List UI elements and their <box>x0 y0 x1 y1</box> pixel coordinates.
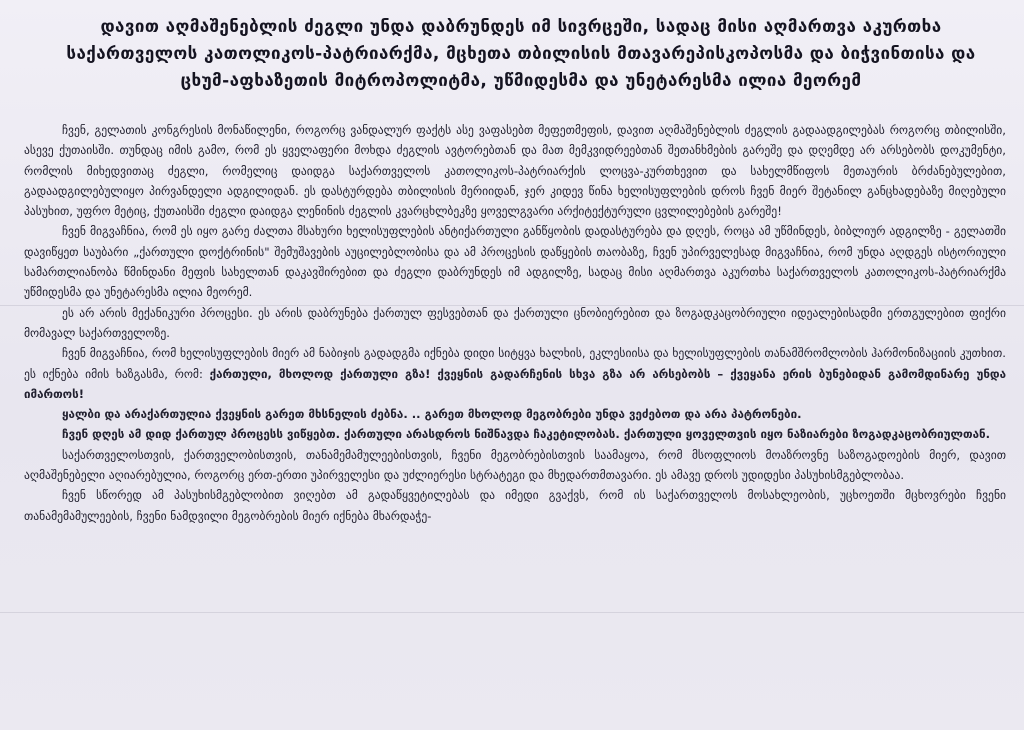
document-title: დავით აღმაშენებლის ძეგლი უნდა დაბრუნდეს იმ სივრცეში, სადაც მისი აღმართვა აკურთხა საქართველოს კათოლიკოს-პატრიარქმა, მცხეთა თბილისის მთავარეპისკოპოსმა და ბიჭვინთისა და ცხუმ-აფხაზეთის მიტროპოლიტმა, უწმიდესმა და უნეტარესმა ილია მეორემ <box>66 17 976 91</box>
bold-paragraph-2: ჩვენ დღეს ამ დიდ ქართულ პროცესს ვიწყებთ. ქართული არასდროს ნიშნავდა ჩაკეტილობას. ქართული ყოველთვის იყო ნაზიარები ზოგადკაცობრიულთან. <box>62 427 991 442</box>
paragraph-4-text: ჩვენ მიგვაჩნია, რომ ხელისუფლების მიერ ამ ნაბიჯის გადადგმა იქნება დიდი სიტყვა ხალხის, ეკლესიისა და ხელისუფლების თანამშრომლობის ჰარმონიზაციის კუთხით. ეს იქნება იმის ხაზგასმა, რომ: <box>24 346 1006 381</box>
paragraph-4 <box>24 343 1006 404</box>
document-body <box>24 120 1006 526</box>
paper-crease <box>0 612 1024 613</box>
paragraph-1: ჩვენ, გელათის კონგრესის მონაწილენი, როგორც ვანდალურ ფაქტს ასე ვაფასებთ მეფეთმეფის, დავით აღმაშენებლის ძეგლის გადაადგილებას როგორც თბილისში, ასევე ქუთაისში. თუნდაც იმის გამო, რომ ეს ყველაფერი მოხდა ძეგლის ავტორებთან და მათ მემკვიდრეებთან შეთანხმების გარეშე და დღემდე არ არსებობს დოკუმენტი, რომლის მიხედვითაც ძეგლი, რომელიც დაიდგა საქართველოს კათოლიკოს-პატრიარქის ლოცვა-კურთხევით და სახელმწიფოს მეთაურის ბრძანებულებით, გადაადგილებულიყო პირვანდელი ადგილიდან. ეს დასტურდება თბილისის მერიიდან, ჯერ კიდევ წინა ხელისუფლების დროს ჩვენ მიერ შეტანილ განცხადებაზე მიღებული პასუხით, უფრო მეტიც, ქუთაისში ძეგლი დაიდგა ლენინის ძეგლის კვარცხლბეკზე ყოველგვარი არქიტექტურული ცვლილებების გარეშე! <box>24 123 1006 219</box>
paragraph-closing-1: საქართველოსთვის, ქართველობისთვის, თანამემამულეებისთვის, ჩვენი მეგობრებისთვის საამაყოა, რომ მსოფლიოს მოაზროვნე საზოგადოების მიერ, დავით აღმაშენებელი აღიარებულია, როგორც ერთ-ერთი უპირველესი და უძლიერესი სტრატეგი და მხედართმთავარი. ეს ამავე დროს უდიდესი პასუხისმგებლობაა. <box>24 447 1006 483</box>
paragraph-2: ჩვენ მიგვაჩნია, რომ ეს იყო გარე ძალთა მსახური ხელისუფლების ანტიქართული განწყობის დადასტურება და დღეს, როცა ამ უწმინდეს, ბიბლიურ ადგილზე - გელათში დავიწყეთ საუბარი „ქართული დოქტრინის" შემუშავების აუცილებლობისა და ამ პროცესის დაწყების თაობაზე, ჩვენ უპირველესად მიგვაჩნია, რომ უნდა აღდგეს ისტორიული სამართლიანობა წმინდანი მეფის სახელთან დაკავშირებით და ძეგლი დაბრუნდეს იმ ადგილზე, სადაც მისი აღმართვა აკურთხა საქართველოს კათოლიკოს-პატრიარქმა უწმიდესმა და უნეტარესმა ილია მეორემ. <box>24 224 1006 300</box>
paragraph-3: ეს არ არის მექანიკური პროცესი. ეს არის დაბრუნება ქართულ ფესვებთან და ქართული ცნობიერებით და ზოგადკაცობრიული იდეალებისადმი ერთგულებით ფიქრი მომავალ საქართველოზე. <box>24 305 1006 340</box>
paragraph-4-bold: ქართული, მხოლოდ ქართული გზა! ქვეყნის გადარჩენის სხვა გზა არ არსებობს – ქვეყანა ერის ბუნებიდან გამომდინარე უნდა იმართოს! <box>24 366 1007 401</box>
bold-paragraph-1: ყალბი და არაქართულია ქვეყნის გარეთ მხსნელის ძებნა. .. გარეთ მხოლოდ მეგობრები უნდა ვეძებოთ და არა პატრონები. <box>62 407 802 422</box>
paragraph-closing-2: ჩვენ სწორედ ამ პასუხისმგებლობით ვიღებთ ამ გადაწყვეტილებას და იმედი გვაქვს, რომ ის საქართველოს მოსახლეობის, უცხოეთში მცხოვრები ჩვენი თანამემამულეების, ჩვენი ნამდვილი მეგობრების მიერ იქნება მხარდაჭე- <box>24 488 1006 523</box>
